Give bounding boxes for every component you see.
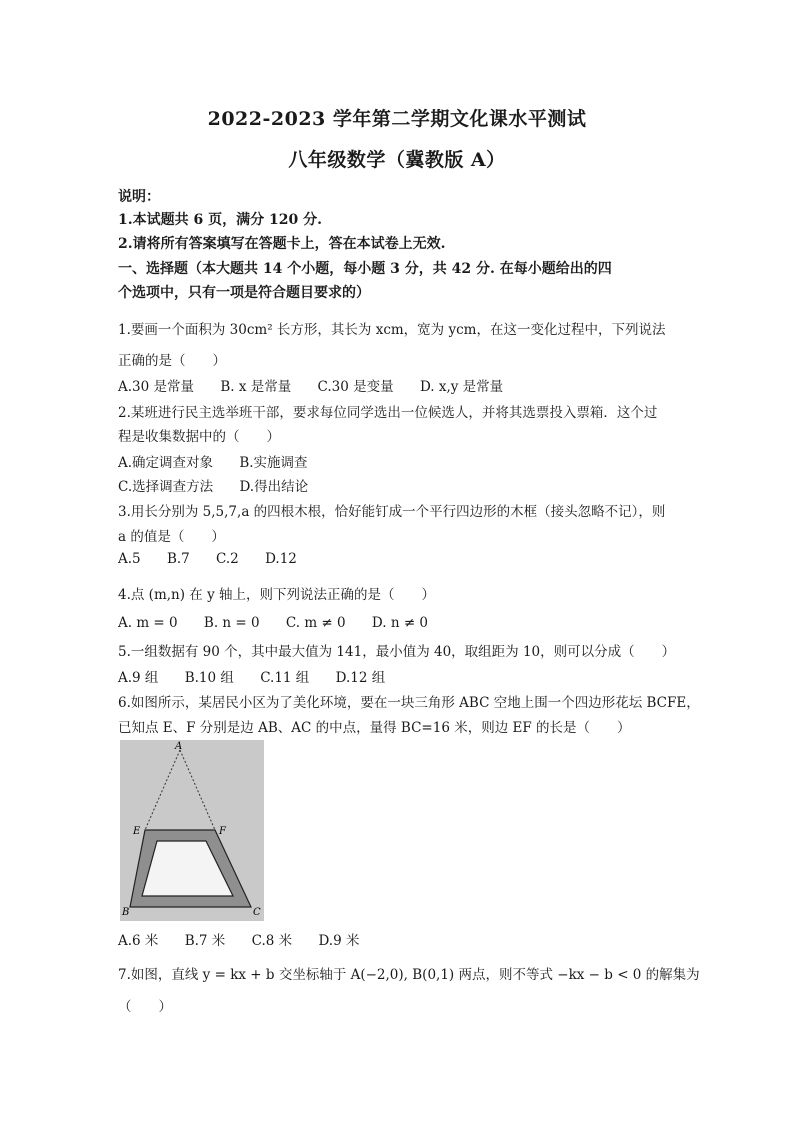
question-7-stem-cont: （ ） [118,999,172,1015]
question-2-options-row-1 [118,451,330,471]
option-c[interactable]: C. m ≠ 0 [285,615,346,631]
question-3-stem: 3.用长分别为 5,5,7,a 的四根木根，恰好能钉成一个平行四边形的木框（接头忽略不记），则 [118,504,666,520]
exam-title: 2022-2023 学年第二学期文化课水平测试 [207,108,587,130]
question-5-options [118,666,407,686]
question-1-options [118,375,525,395]
instruction-item-1: 1.本试题共 6 页，满分 120 分. [118,212,322,228]
option-a[interactable]: A.5 [118,551,141,567]
option-a[interactable]: A.6 米 [118,933,159,949]
section-heading-line-2: 个选项中，只有一项是符合题目要求的） [118,285,370,301]
label-a: A [175,741,183,752]
option-d[interactable]: D.得出结论 [239,479,309,495]
exam-subtitle: 八年级数学（冀教版 A） [288,149,506,171]
option-c[interactable]: C.选择调查方法 [118,479,214,495]
option-d[interactable]: D.12 [265,551,297,567]
option-b[interactable]: B.7 米 [184,933,226,949]
option-b[interactable]: B.7 [166,551,190,567]
option-a[interactable]: A. m = 0 [118,615,178,631]
option-d[interactable]: D. x,y 是常量 [419,379,504,395]
instruction-item-2: 2.请将所有答案填写在答题卡上，答在本试卷上无效. [118,236,446,252]
option-c[interactable]: C.2 [216,551,239,567]
question-6-options [118,929,381,949]
option-c[interactable]: C.11 组 [260,670,310,686]
question-7-stem: 7.如图，直线 y = kx + b 交坐标轴于 A(−2,0), B(0,1) 两点，则不等式 −kx − b < 0 的解集为 [118,967,700,983]
option-c[interactable]: C.8 米 [251,933,293,949]
option-a[interactable]: A.30 是常量 [118,379,195,395]
section-heading-line-1: 一、选择题（本大题共 14 个小题，每小题 3 分，共 42 分. 在每小题给出的四 [118,261,612,277]
option-d[interactable]: D. n ≠ 0 [371,615,429,631]
label-c: C [253,907,261,918]
label-f: F [219,826,226,837]
question-5-stem: 5.一组数据有 90 个，其中最大值为 141，最小值为 40，取组距为 10，则可以分成（ ） [118,644,676,660]
question-4-options [118,615,450,631]
question-1-stem-cont: 正确的是（ ） [118,353,226,369]
option-b[interactable]: B. x 是常量 [220,379,292,395]
question-3-stem-cont: a 的值是（ ） [118,529,225,545]
question-4-stem: 4.点 (m,n) 在 y 轴上，则下列说法正确的是（ ） [118,587,435,603]
option-b[interactable]: B.实施调查 [239,455,308,471]
question-1-stem: 1.要画一个面积为 30cm² 长方形，其长为 xcm，宽为 ycm，在这一变化过程中，下列说法 [118,322,666,338]
option-d[interactable]: D.9 米 [318,933,360,949]
trapezoid-flowerbed-figure [120,740,264,921]
option-b[interactable]: B. n = 0 [203,615,260,631]
label-b: B [122,907,130,918]
question-6-stem: 6.如图所示，某居民小区为了美化环境，要在一块三角形 ABC 空地上围一个四边形花坛 BCFE， [118,695,700,711]
option-d[interactable]: D.12 组 [335,670,386,686]
label-e: E [133,826,141,837]
question-2-options-row-2 [118,475,330,495]
option-c[interactable]: C.30 是变量 [317,379,394,395]
instructions-label: 说明： [118,189,160,205]
question-2-stem-cont: 程是收集数据中的（ ） [118,429,280,445]
option-b[interactable]: B.10 组 [184,670,234,686]
question-2-stem: 2.某班进行民主选举班干部，要求每位同学选出一位候选人，并将其选票投入票箱．这个过 [118,405,658,421]
question-6-stem-cont: 已知点 E、F 分别是边 AB、AC 的中点，量得 BC=16 米，则边 EF 的长是（ ） [118,720,631,736]
option-a[interactable]: A.确定调查对象 [118,455,214,471]
question-3-options [118,551,319,567]
option-a[interactable]: A.9 组 [118,670,159,686]
